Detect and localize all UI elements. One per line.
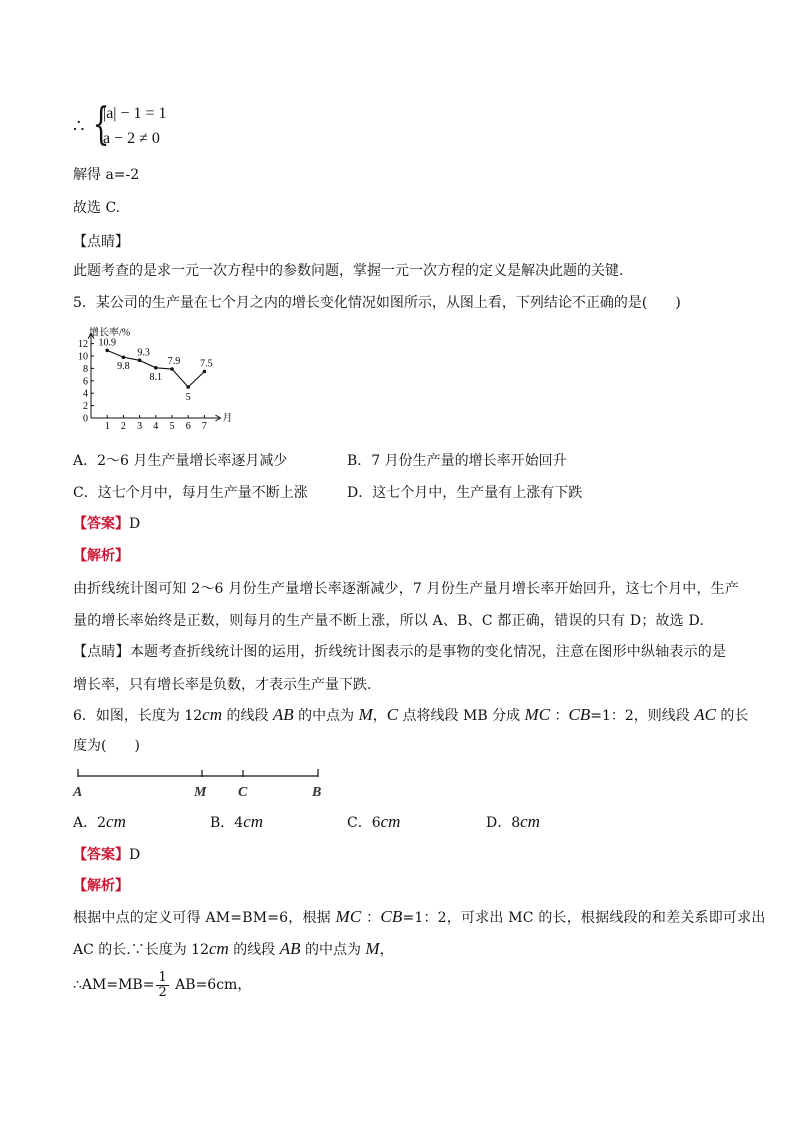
q6-text: 根据中点的定义可得 AM=BM=6，根据: [73, 910, 336, 926]
option-label: C．6: [347, 815, 381, 831]
cm-unit: cm: [243, 812, 264, 831]
x-tick-label: 4: [153, 421, 159, 432]
x-tick-label: 6: [185, 421, 191, 432]
data-label: 8.1: [149, 371, 163, 383]
q6-text: 的线段: [222, 708, 273, 724]
q5-option-b: B．7 月份生产量的增长率开始回升: [347, 453, 567, 469]
therefore-symbol: ∴: [73, 116, 85, 137]
q6-text: 的中点为: [300, 942, 366, 958]
left-brace: {: [92, 99, 110, 150]
q5-answer: [73, 515, 140, 533]
segment-mc: MC: [335, 907, 362, 926]
answer-label: 【答案】: [73, 847, 129, 863]
data-point: [105, 349, 109, 353]
x-tick-label: 1: [104, 421, 110, 432]
q5-analysis-label-line: [73, 547, 129, 565]
y-axis-label: 增长率/%: [89, 327, 131, 339]
cm-unit: cm: [106, 812, 126, 831]
q6-option-c: [347, 813, 400, 832]
answer-value: D: [129, 847, 141, 863]
comment-label-1: [73, 233, 129, 251]
data-label: 5: [185, 392, 191, 403]
q6-text: 的长: [715, 708, 749, 724]
label-a: A: [73, 785, 83, 800]
equation-system: [73, 99, 193, 153]
q6-text: =1：2，则线段: [590, 708, 695, 724]
data-label: 10.9: [98, 337, 116, 349]
y-tick-label: 12: [78, 339, 88, 351]
answer-label: 【答案】: [73, 516, 129, 532]
answer-value: D: [129, 516, 141, 532]
q6-stem-1: [73, 706, 748, 725]
q6-text: ：: [550, 708, 569, 724]
data-label: 9.8: [117, 361, 130, 373]
q6-analysis-label-line: [73, 877, 129, 895]
q6-text: 的线段: [228, 942, 280, 958]
q5-option-c: C．这七个月中，每月生产量不断上涨: [73, 485, 308, 501]
y-tick-label: 2: [83, 401, 88, 413]
cm-unit: cm: [209, 939, 229, 958]
q6-text: 的中点为: [293, 708, 359, 724]
q5-option-d: D．这七个月中，生产量有上涨有下跌: [347, 485, 583, 501]
q5-analysis-2: 量的增长率始终是正数，则每月的生产量不断上涨，所以 A、B、C 都正确，错误的只有 D；故选 D.: [73, 613, 705, 629]
cm-unit: cm: [202, 705, 222, 724]
q6-text: AB=6cm，: [170, 977, 252, 993]
q6-text: 6．如图，长度为 12: [73, 708, 203, 724]
data-point: [138, 359, 142, 363]
y-tick-label: 0: [83, 413, 88, 425]
analysis-label: 【解析】: [73, 878, 129, 894]
cm-unit: cm: [380, 812, 401, 831]
point-c: C: [386, 705, 399, 724]
fraction-numerator: 1: [158, 969, 167, 985]
q5-stem: 5．某公司的生产量在七个月之内的增长变化情况如图所示，从图上看，下列结论不正确的是( ): [73, 295, 681, 311]
solve-line: 解得 a=-2: [73, 167, 140, 183]
data-label: 7.9: [167, 356, 181, 368]
analysis-label: 【解析】: [73, 548, 129, 564]
data-point: [170, 367, 174, 371]
label-m: M: [194, 785, 207, 800]
comment-text-1: 此题考查的是求一元一次方程中的参数问题，掌握一元一次方程的定义是解决此题的关键.: [73, 263, 624, 279]
segment-ac: AC: [694, 705, 716, 724]
point-m: M: [365, 939, 380, 958]
q6-answer: [73, 846, 140, 864]
q5-comment-2: 增长率，只有增长率是负数，才表示生产量下跌.: [73, 677, 372, 693]
segment-cb: CB: [568, 705, 591, 724]
data-point: [122, 355, 126, 359]
point-m: M: [358, 705, 373, 724]
q6-analysis-2: [73, 940, 394, 959]
segment-mc: MC: [524, 705, 551, 724]
fraction-one-half: [156, 971, 168, 1000]
x-tick-label: 5: [169, 421, 175, 432]
q6-text: ，: [379, 942, 394, 958]
q6-text: ∴AM=MB=: [73, 977, 155, 993]
comment-label: 【点睛】: [73, 644, 130, 660]
label-b: B: [312, 785, 322, 800]
data-point: [203, 370, 207, 374]
x-tick-label: 3: [137, 421, 143, 432]
segment-cb: CB: [380, 907, 403, 926]
option-label: A．2: [73, 815, 107, 831]
y-tick-label: 8: [83, 363, 88, 375]
q6-option-d: [486, 813, 540, 832]
comment-text: 本题考查折线统计图的运用，折线统计图表示的是事物的变化情况，注意在图形中纵轴表示的是: [129, 644, 727, 660]
growth-rate-line-chart: [73, 322, 233, 437]
q6-text: AC 的长.∵长度为 12: [73, 942, 209, 958]
q6-analysis-1: [73, 908, 766, 927]
x-axis-label: 月: [222, 413, 233, 424]
data-point: [154, 366, 158, 370]
y-tick-label: 6: [83, 376, 88, 388]
data-point: [186, 385, 190, 389]
comment-label: 【点睛】: [73, 234, 129, 250]
q5-analysis-1: 由折线统计图可知 2～6 月份生产量增长率逐渐减少，7 月份生产量月增长率开始回升，这七个月中，生产: [73, 581, 740, 597]
q6-analysis-3: [73, 970, 251, 1000]
q5-comment-1: [73, 643, 726, 661]
cm-unit: cm: [520, 812, 540, 831]
option-label: D．8: [486, 815, 521, 831]
segment-figure: [70, 765, 332, 801]
q6-stem-2: 度为( ): [73, 738, 140, 754]
option-label: B．4: [210, 815, 244, 831]
equation-1: |a| − 1 = 1: [103, 105, 167, 122]
label-c: C: [238, 785, 248, 800]
segment-ab: AB: [272, 705, 294, 724]
equation-2: a − 2 ≠ 0: [103, 130, 160, 147]
q6-text: =1：2，可求出 MC 的长，根据线段的和差关系即可求出: [402, 910, 766, 926]
choose-line: 故选 C.: [73, 200, 121, 216]
fraction-denominator: 2: [158, 984, 167, 1000]
q6-option-b: [210, 813, 263, 832]
y-tick-label: 4: [83, 388, 88, 400]
q5-option-a: A．2～6 月生产量增长率逐月减少: [73, 453, 288, 469]
q6-text: ：: [361, 910, 381, 926]
q6-option-a: [73, 813, 126, 832]
segment-ab: AB: [279, 939, 301, 958]
y-tick-label: 10: [78, 351, 88, 363]
x-tick-label: 2: [120, 421, 126, 432]
x-tick-label: 7: [201, 421, 207, 432]
data-label: 9.3: [137, 347, 150, 359]
q6-text: ，: [372, 708, 387, 724]
data-label: 7.5: [200, 358, 213, 370]
q6-text: 点将线段 MB 分成: [398, 708, 525, 724]
